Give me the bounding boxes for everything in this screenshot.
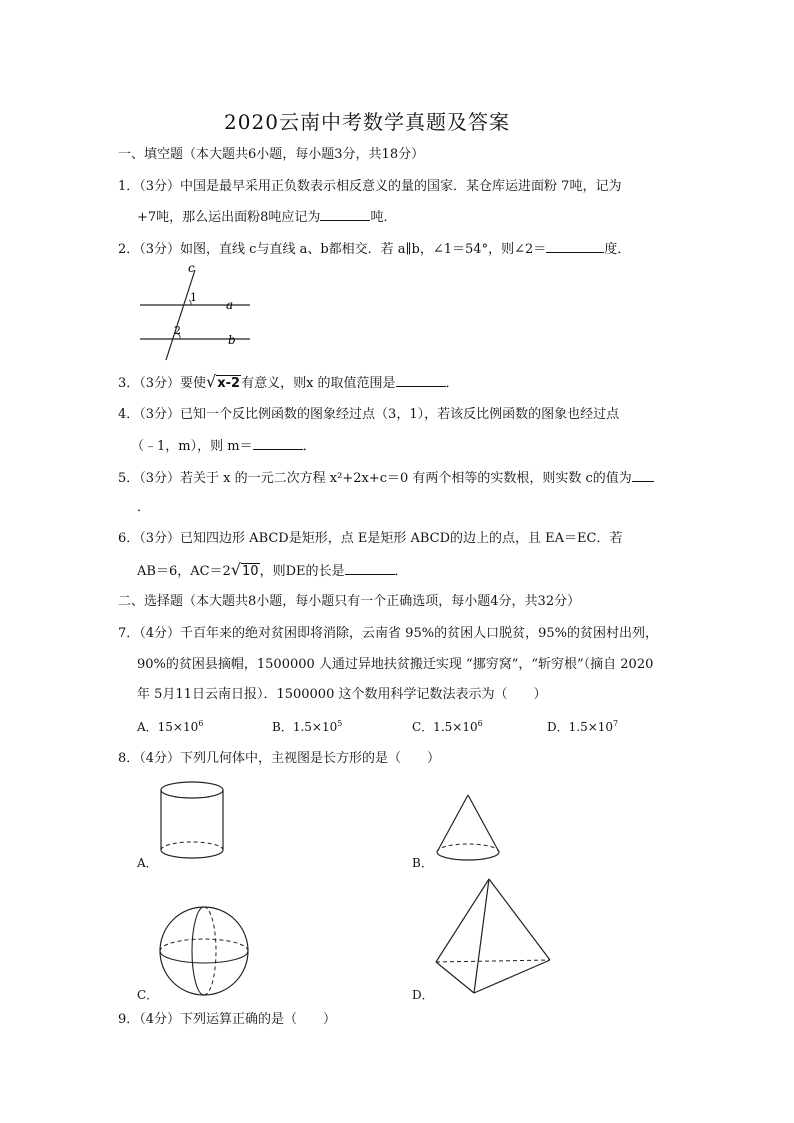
question-6-end: ． (394, 564, 408, 579)
question-8-line-1: 8．（4分）下列几何体中，主视图是长方形的是（ ） (118, 751, 441, 766)
option-c-text: C．1.5×10 (412, 720, 478, 734)
question-3-line (118, 373, 459, 393)
figure-b-label[interactable]: B． (412, 856, 433, 870)
section-2-heading: 二、选择题（本大题共8小题，每小题只有一个正确选项，每小题4分，共32分） (118, 594, 581, 609)
line-b-label: b (228, 333, 236, 347)
question-7-line-1: 7．（4分）千百年来的绝对贫困即将消除，云南省 95%的贫困人口脱贫，95%的贫困村出列， (118, 626, 658, 641)
question-6-text-2: ，则DE的长是 (259, 564, 345, 579)
angle-2-label: 2 (174, 324, 181, 337)
answer-blank (546, 240, 604, 253)
figure-c-label[interactable]: C． (137, 988, 159, 1002)
radicand: x-2 (217, 376, 241, 391)
answer-blank (345, 562, 395, 575)
question-2-text: 2．（3分）如图，直线 c与直线 a、b都相交．若 a∥b，∠1＝54°，则∠2＝ (118, 242, 547, 257)
option-b[interactable] (272, 718, 342, 735)
parallel-lines-figure (130, 262, 260, 362)
question-7-line-3: 年 5月11日云南日报）．1500000 这个数用科学记数法表示为（ ） (137, 687, 547, 702)
question-5-line-1 (118, 469, 654, 488)
question-3-text-2: 有意义，则x 的取值范围是 (241, 376, 396, 391)
question-4-end: ． (302, 439, 316, 454)
answer-blank (632, 469, 654, 482)
question-4-line-2 (131, 437, 316, 456)
section-1-heading: 一、填空题（本大题共6小题，每小题3分，共18分） (118, 147, 425, 162)
question-3-end: ． (445, 376, 459, 391)
option-c[interactable] (412, 718, 483, 735)
line-c-label: c (188, 261, 195, 275)
question-1-text: +7吨，那么运出面粉8吨应记为 (137, 210, 321, 225)
option-d-exponent: 7 (613, 719, 619, 728)
option-d[interactable] (547, 718, 618, 735)
cone-figure (432, 792, 504, 864)
sphere-figure (158, 905, 250, 997)
question-5-text: 5．（3分）若关于 x 的一元二次方程 x²+2x+c＝0 有两个相等的实数根，则实数 c的值为 (118, 471, 632, 486)
radicand: 10 (242, 564, 259, 579)
question-9-line-1: 9．（4分）下列运算正确的是（ ） (118, 1012, 337, 1027)
question-1-line-1: 1．（3分）中国是最早采用正负数表示相反意义的量的国家．某仓库运进面粉 7吨，记为 (118, 179, 622, 194)
option-b-text: B．1.5×10 (272, 720, 338, 734)
question-2-unit: 度． (604, 242, 631, 257)
sqrt-expression: √x-2 (206, 372, 241, 391)
option-a[interactable] (137, 718, 203, 735)
option-a-text: A．15×10 (137, 720, 199, 734)
question-4-text: （﹣1，m），则 m＝ (131, 439, 253, 454)
question-3-text: 3．（3分）要使 (118, 376, 207, 391)
answer-blank (253, 437, 303, 450)
question-7-line-2: 90%的贫困县摘帽，1500000 人通过异地扶贫搬迁实现 “挪穷窝”，“斩穷根”（摘自 2020 (137, 657, 654, 672)
figure-d-label[interactable]: D． (412, 988, 434, 1002)
tetrahedron-figure (432, 876, 554, 998)
question-2-line-1 (118, 240, 630, 259)
option-a-exponent: 6 (198, 719, 204, 728)
option-b-exponent: 5 (337, 719, 343, 728)
question-6-line-2 (137, 561, 408, 581)
angle-1-label: 1 (190, 291, 197, 304)
question-4-line-1: 4．（3分）已知一个反比例函数的图象经过点（3，1），若该反比例函数的图象也经过点 (118, 407, 620, 422)
question-6-text: AB＝6，AC＝2 (137, 564, 231, 579)
figure-a-label[interactable]: A． (137, 856, 158, 870)
cylinder-figure (158, 780, 230, 862)
option-d-text: D．1.5×10 (547, 720, 614, 734)
question-6-line-1: 6．（3分）已知四边形 ABCD是矩形，点 E是矩形 ABCD的边上的点，且 EA＝EC．若 (118, 531, 623, 546)
line-a-label: a (226, 298, 234, 312)
answer-blank (320, 208, 370, 221)
page-title: 2020云南中考数学真题及答案 (224, 110, 510, 134)
answer-blank (396, 374, 446, 387)
sqrt-expression: √10 (230, 560, 259, 579)
question-1-line-2 (137, 208, 396, 227)
question-1-unit: 吨． (370, 210, 397, 225)
question-5-line-2: ． (137, 500, 151, 515)
option-c-exponent: 6 (477, 719, 483, 728)
